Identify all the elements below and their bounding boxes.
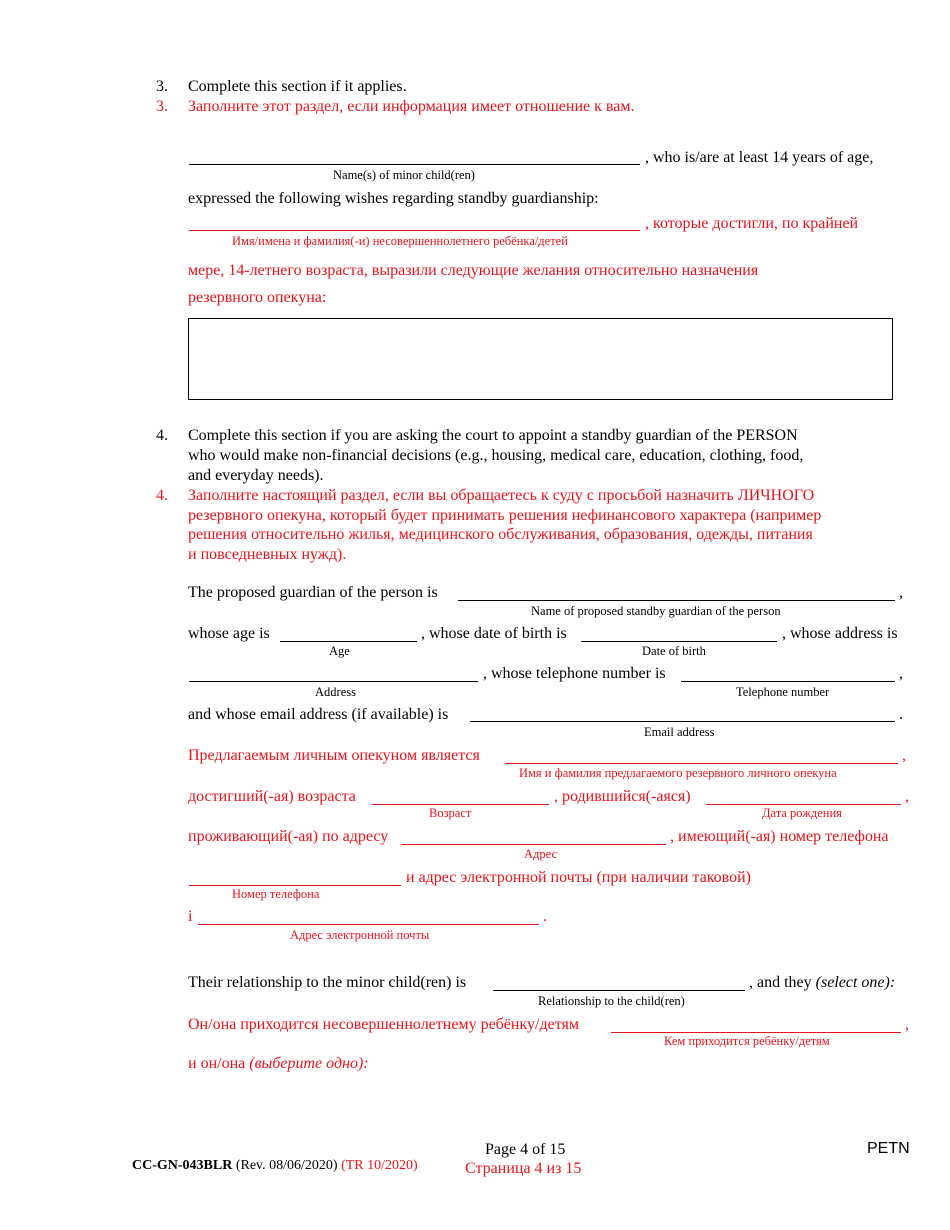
email-field-ru[interactable]: [198, 924, 539, 925]
wishes-line-ru-2: резервного опекуна:: [188, 289, 327, 306]
wishes-line: expressed the following wishes regarding standby guardianship:: [188, 190, 599, 207]
phone-caption-ru: Номер телефона: [232, 887, 320, 901]
relationship-select-label: , and they (select one):: [749, 974, 896, 991]
section3-heading: Complete this section if it applies.: [188, 78, 407, 95]
section4-number-ru: 4.: [156, 487, 168, 504]
period-ru: .: [543, 908, 547, 925]
section4-text-ru-1: Заполните настоящий раздел, если вы обращаетесь к суду с просьбой назначить ЛИЧНОГО: [188, 487, 815, 504]
minor-names-caption: Name(s) of minor child(ren): [333, 168, 475, 182]
relationship-caption-ru: Кем приходится ребёнку/детям: [664, 1034, 830, 1048]
email-label: and whose email address (if available) is: [188, 706, 449, 723]
dob-label-ru: , родившийся(-аяся): [554, 788, 691, 805]
address-caption-ru: Адрес: [524, 847, 558, 861]
email-label-ru: и адрес электронной почты (при наличии таковой): [406, 869, 752, 886]
i-label-ru: i: [188, 908, 193, 925]
period: .: [899, 706, 903, 723]
age-clause: , who is/are at least 14 years of age,: [645, 149, 874, 166]
guardian-name-field-ru[interactable]: [505, 763, 898, 764]
section3-number-ru: 3.: [156, 98, 168, 115]
minor-names-field-ru[interactable]: [189, 230, 640, 231]
dob-label: , whose date of birth is: [421, 625, 567, 642]
proposed-guardian-label-ru: Предлагаемым личным опекуном является: [188, 747, 480, 764]
comma: ,: [899, 584, 903, 601]
wishes-line-ru-1: мере, 14-летнего возраста, выразили следующие желания относительно назначения: [188, 262, 759, 279]
address-caption: Address: [315, 685, 356, 699]
dob-caption: Date of birth: [642, 644, 706, 658]
dob-field-ru[interactable]: [706, 804, 901, 805]
comma-ru: ,: [905, 788, 909, 805]
minor-names-field[interactable]: [189, 164, 640, 165]
address-label: , whose address is: [782, 625, 898, 642]
guardian-name-field[interactable]: [458, 600, 895, 601]
section4-text-3: and everyday needs).: [188, 467, 324, 484]
relationship-field[interactable]: [493, 990, 745, 991]
relationship-label: Their relationship to the minor child(ren) is: [188, 974, 467, 991]
select-one-ru: и он/она (выберите одно):: [188, 1055, 369, 1072]
phone-caption: Telephone number: [736, 685, 830, 699]
form-id: CC-GN-043BLR (Rev. 08/06/2020) (TR 10/2020): [132, 1158, 418, 1173]
wishes-textbox[interactable]: [188, 318, 893, 400]
page-number-ru: Страница 4 из 15: [465, 1160, 582, 1177]
email-field[interactable]: [470, 721, 895, 722]
guardian-name-caption-ru: Имя и фамилия предлагаемого резервного личного опекуна: [519, 766, 837, 780]
age-clause-ru: , которые достигли, по крайней: [645, 215, 859, 232]
address-field-ru[interactable]: [401, 844, 666, 845]
section4-number: 4.: [156, 427, 168, 444]
phone-field[interactable]: [681, 681, 895, 682]
section4-text-1: Complete this section if you are asking the court to appoint a standby guardian of the PERSON: [188, 427, 798, 444]
age-field[interactable]: [280, 641, 417, 642]
phone-label-ru: , имеющий(-ая) номер телефона: [670, 828, 889, 845]
age-field-ru[interactable]: [372, 804, 549, 805]
age-caption: Age: [329, 644, 350, 658]
form-tag: PETN: [867, 1140, 910, 1157]
proposed-guardian-label: The proposed guardian of the person is: [188, 584, 438, 601]
relationship-field-ru[interactable]: [611, 1032, 901, 1033]
email-caption: Email address: [644, 725, 715, 739]
age-label: whose age is: [188, 625, 270, 642]
age-caption-ru: Возраст: [429, 806, 472, 820]
section4-text-ru-4: и повседневных нужд).: [188, 546, 347, 563]
section4-text-ru-2: резервного опекуна, который будет принимать решения нефинансового характера (например: [188, 507, 822, 524]
minor-names-caption-ru: Имя/имена и фамилия(-и) несовершеннолетнего ребёнка/детей: [232, 234, 568, 248]
phone-field-ru[interactable]: [189, 885, 401, 886]
age-label-ru: достигший(-ая) возраста: [188, 788, 356, 805]
dob-field[interactable]: [581, 641, 777, 642]
comma-ru: ,: [902, 747, 906, 764]
comma: ,: [899, 665, 903, 682]
section3-heading-ru: Заполните этот раздел, если информация имеет отношение к вам.: [188, 98, 635, 115]
guardian-name-caption: Name of proposed standby guardian of the person: [531, 604, 781, 618]
page-number: Page 4 of 15: [485, 1141, 566, 1158]
address-field[interactable]: [189, 681, 478, 682]
relationship-caption: Relationship to the child(ren): [538, 994, 685, 1008]
relationship-label-ru: Он/она приходится несовершеннолетнему ребёнку/детям: [188, 1016, 579, 1033]
phone-label: , whose telephone number is: [483, 665, 666, 682]
email-caption-ru: Адрес электронной почты: [290, 928, 430, 942]
section4-text-2: who would make non-financial decisions (e.g., housing, medical care, education, clothing, food,: [188, 447, 804, 464]
section3-number: 3.: [156, 78, 168, 95]
section4-text-ru-3: решения относительно жилья, медицинского обслуживания, образования, одежды, питания: [188, 526, 813, 543]
comma-ru: ,: [905, 1016, 909, 1033]
address-label-ru: проживающий(-ая) по адресу: [188, 828, 389, 845]
dob-caption-ru: Дата рождения: [762, 806, 842, 820]
